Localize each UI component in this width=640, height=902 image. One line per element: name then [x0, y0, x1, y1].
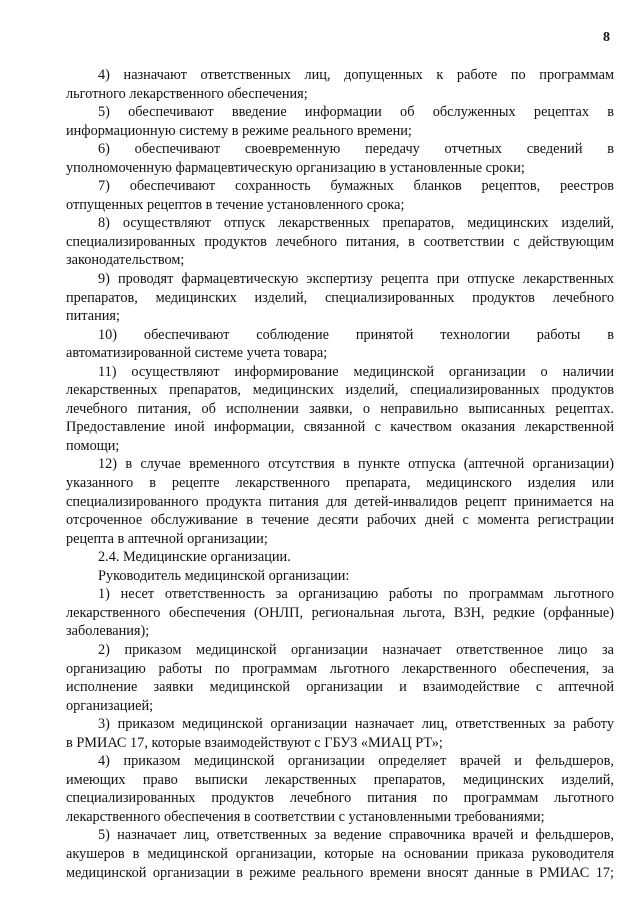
- text-line: лекарственного обеспечения (ОНЛП, региональная льгота, ВЗН, редкие (орфанные): [66, 604, 614, 621]
- text-line: 10) обеспечивают соблюдение принятой технологии работы в: [98, 326, 614, 343]
- text-line: акушеров в медицинской организации, которые на основании приказа руководителя: [66, 845, 614, 862]
- text-line: имеющих право выписки лекарственных препаратов, медицинских изделий,: [66, 771, 614, 788]
- text-line: отпущенных рецептов в течение установленного срока;: [66, 196, 405, 213]
- text-line: организацию работы по программам льготного лекарственного обеспечения, за: [66, 660, 614, 677]
- text-line: специализированных продуктов лечебного питания по программам льготного: [66, 790, 614, 807]
- text-line: 7) обеспечивают сохранность бумажных бланков рецептов, реестров: [98, 178, 614, 195]
- text-line: 12) в случае временного отсутствия в пункте отпуска (аптечной организации): [98, 456, 614, 473]
- text-line: автоматизированной системе учета товара;: [66, 345, 328, 362]
- text-line: лекарственных препаратов, медицинских изделий, специализированных продуктов: [66, 382, 614, 399]
- text-line: помощи;: [66, 437, 120, 454]
- text-line: 2) приказом медицинской организации назначает ответственное лицо за: [98, 641, 614, 658]
- text-line: в РМИАС 17, которые взаимодействуют с ГБУЗ «МИАЦ РТ»;: [66, 734, 443, 751]
- text-line: исполнение заявки медицинской организации и взаимодействие с аптечной: [66, 679, 614, 696]
- text-line: препаратов, медицинских изделий, специализированных продуктов лечебного: [66, 289, 614, 306]
- text-line: лекарственного обеспечения в соответствии с установленными требованиями;: [66, 808, 545, 825]
- text-line: указанного в рецепте лекарственного препарата, медицинского изделия или: [66, 475, 614, 492]
- text-line: медицинской организации в режиме реального времени вносят данные в РМИАС 17;: [66, 864, 614, 881]
- text-line: 5) обеспечивают введение информации об обслуженных рецептах в: [98, 104, 614, 121]
- text-line: 11) осуществляют информирование медицинской организации о наличии: [98, 363, 614, 380]
- text-line: 4) приказом медицинской организации определяет врачей и фельдшеров,: [98, 753, 614, 770]
- text-line: Предоставление иной информации, связанной с качеством оказания лекарственной: [66, 419, 614, 436]
- text-line: отсроченное обслуживание в течение десяти рабочих дней с момента регистрации: [66, 512, 614, 529]
- text-line: 6) обеспечивают своевременную передачу отчетных сведений в: [98, 141, 614, 158]
- text-line: 3) приказом медицинской организации назначает лиц, ответственных за работу: [98, 716, 614, 733]
- text-line: специализированного продукта питания для детей-инвалидов рецепт принимается на: [66, 493, 614, 510]
- text-line: заболевания);: [66, 623, 150, 640]
- text-line: специализированных продуктов лечебного питания, в соответствии с действующим: [66, 233, 614, 250]
- text-line: информационную систему в режиме реального времени;: [66, 122, 412, 139]
- text-line: 2.4. Медицинские организации.: [98, 549, 291, 566]
- text-line: уполномоченную фармацевтическую организацию в установленные сроки;: [66, 159, 525, 176]
- text-line: льготного лекарственного обеспечения;: [66, 85, 308, 102]
- text-line: 8) осуществляют отпуск лекарственных препаратов, медицинских изделий,: [98, 215, 614, 232]
- body-text: [66, 66, 614, 882]
- page-number: 8: [603, 30, 610, 45]
- text-line: 4) назначают ответственных лиц, допущенных к работе по программам: [98, 67, 614, 83]
- text-line: 5) назначает лиц, ответственных за ведение справочника врачей и фельдшеров,: [98, 827, 614, 844]
- text-line: организацией;: [66, 697, 154, 714]
- text-line: лечебного питания, об исполнении заявки, о неправильно выписанных рецептах.: [66, 400, 614, 417]
- text-line: 1) несет ответственность за организацию работы по программам льготного: [98, 586, 614, 603]
- text-line: законодательством;: [66, 252, 185, 269]
- text-line: Руководитель медицинской организации:: [98, 567, 350, 584]
- text-line: питания;: [66, 308, 120, 325]
- text-line: 9) проводят фармацевтическую экспертизу рецепта при отпуске лекарственных: [98, 271, 614, 288]
- text-line: рецепта в аптечной организации;: [66, 530, 268, 547]
